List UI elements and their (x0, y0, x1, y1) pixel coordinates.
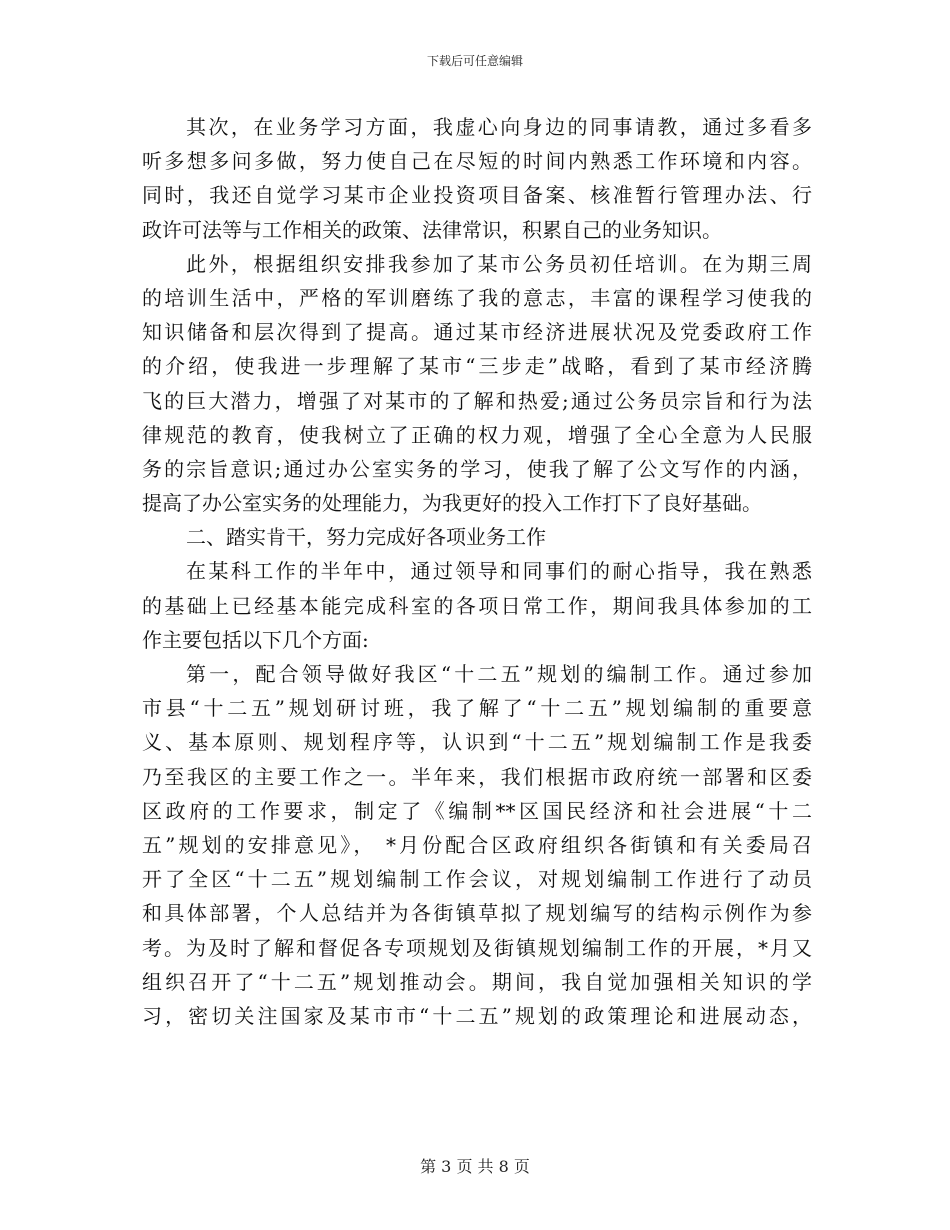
paragraph-line: 第一，配合领导做好我区“十二五”规划的编制工作。通过参加 (186, 662, 812, 686)
paragraph-line: 市县“十二五”规划研讨班，我了解了“十二五”规划编制的重要意 (142, 696, 812, 721)
paragraph-line: 同时，我还自觉学习某市企业投资项目备案、核准暂行管理办法、行 (142, 183, 812, 208)
page-header-note: 下载后可任意编辑 (426, 54, 523, 68)
paragraph-line: 考。为及时了解和督促各专项规划及街镇规划编制工作的开展，*月又 (142, 935, 812, 960)
paragraph-line: 乃至我区的主要工作之一。半年来，我们根据市政府统一部署和区委 (142, 764, 812, 789)
paragraph-line: 提高了办公室实务的处理能力，为我更好的投入工作打下了良好基础。 (142, 491, 762, 516)
paragraph-line: 组织召开了“十二五”规划推动会。期间，我自觉加强相关知识的学 (142, 969, 812, 994)
page-number-footer: 第 3 页 共 8 页 (420, 1157, 530, 1176)
paragraph-line: 务的宗旨意识;通过办公室实务的学习，使我了解了公文写作的内涵， (142, 456, 812, 481)
paragraph-line: 的介绍，使我进一步理解了某市“三步走”战略，看到了某市经济腾 (142, 354, 812, 379)
paragraph-line: 此外，根据组织安排我参加了某市公务员初任培训。在为期三周 (186, 251, 812, 276)
paragraph-line: 开了全区“十二五”规划编制工作会议，对规划编制工作进行了动员 (142, 867, 812, 892)
paragraph-line: 习，密切关注国家及某市市“十二五”规划的政策理论和进展动态， (142, 1003, 812, 1028)
section-heading: 二、踏实肯干，努力完成好各项业务工作 (186, 525, 546, 550)
paragraph-line: 作主要包括以下几个方面: (142, 627, 369, 652)
paragraph-line: 在某科工作的半年中，通过领导和同事们的耐心指导，我在熟悉 (186, 559, 812, 584)
paragraph-line: 其次，在业务学习方面，我虚心向身边的同事请教，通过多看多 (186, 115, 812, 139)
paragraph-line: 政许可法等与工作相关的政策、法律常识，积累自己的业务知识。 (142, 217, 722, 242)
paragraph-line: 义、基本原则、规划程序等，认识到“十二五”规划编制工作是我委 (142, 730, 812, 755)
document-body (142, 110, 812, 1033)
paragraph-line: 知识储备和层次得到了提高。通过某市经济进展状况及党委政府工作 (142, 320, 812, 345)
paragraph-line: 区政府的工作要求，制定了《编制**区国民经济和社会进展“十二 (142, 798, 812, 823)
paragraph-line: 和具体部署，个人总结并为各街镇草拟了规划编写的结构示例作为参 (142, 901, 812, 926)
paragraph-line: 的培训生活中，严格的军训磨练了我的意志，丰富的课程学习使我的 (142, 285, 812, 310)
paragraph-line: 的基础上已经基本能完成科室的各项日常工作，期间我具体参加的工 (142, 593, 812, 618)
paragraph-line: 律规范的教育，使我树立了正确的权力观，增强了全心全意为人民服 (142, 422, 812, 447)
paragraph-line: 飞的巨大潜力，增强了对某市的了解和热爱;通过公务员宗旨和行为法 (142, 388, 812, 413)
paragraph-line: 五”规划的安排意见》， *月份配合区政府组织各街镇和有关委局召 (142, 832, 812, 857)
paragraph-line: 听多想多问多做，努力使自己在尽短的时间内熟悉工作环境和内容。 (142, 149, 812, 174)
